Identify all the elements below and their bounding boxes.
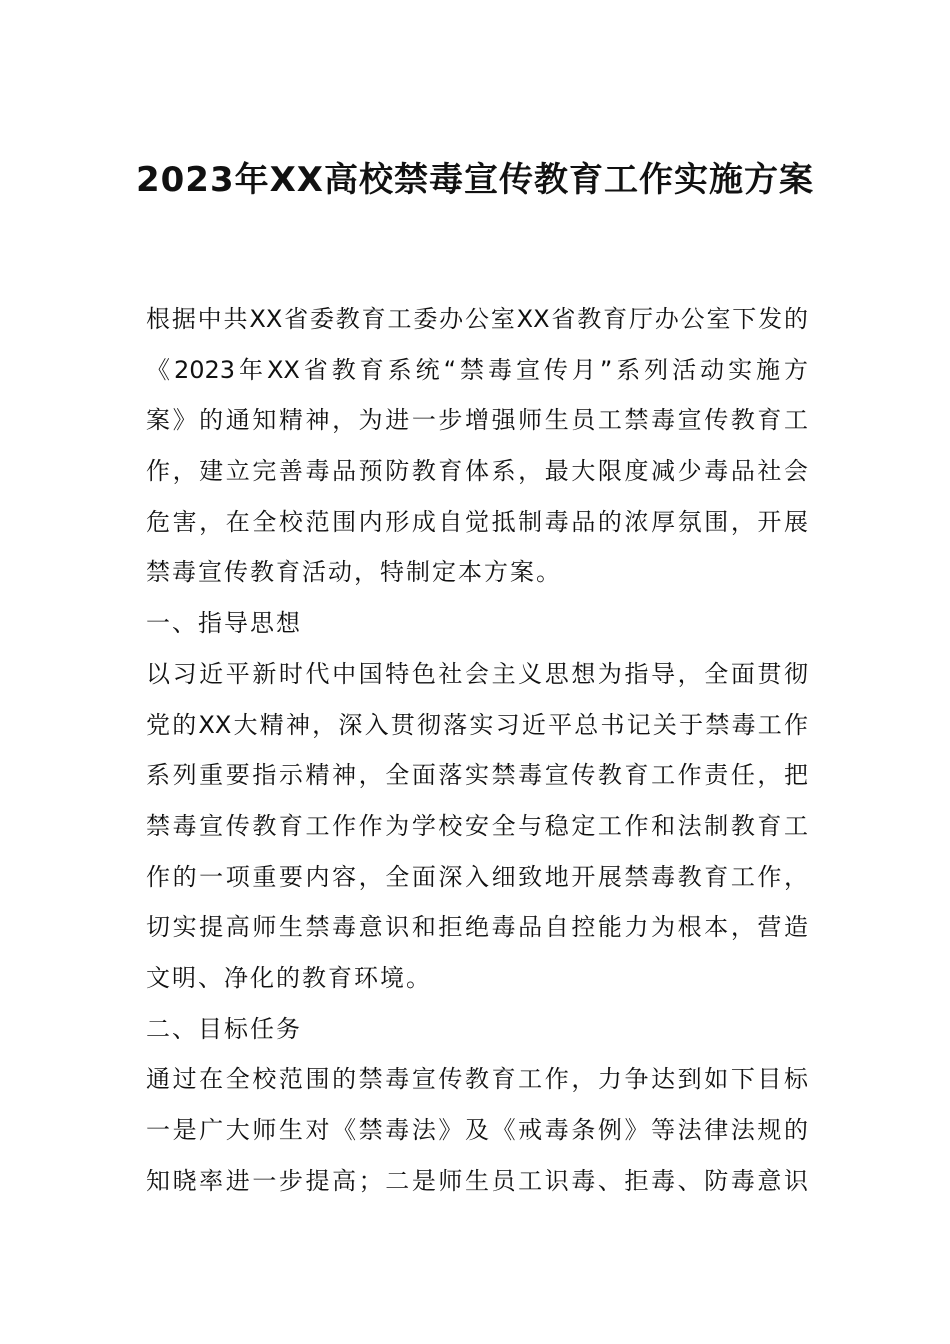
text-line: 作，建立完善毒品预防教育体系，最大限度减少毒品社会 — [146, 457, 808, 486]
text-line: 危害，在全校范围内形成自觉抵制毒品的浓厚氛围，开展 — [146, 507, 808, 536]
text-line: 一、指导思想 — [146, 609, 302, 638]
text-line: 党的XX大精神，深入贯彻落实习近平总书记关于禁毒工作 — [146, 710, 808, 739]
text-line: 《2023年XX省教育系统“禁毒宣传月”系列活动实施方 — [146, 355, 808, 384]
text-line: 以习近平新时代中国特色社会主义思想为指导，全面贯彻 — [146, 659, 808, 688]
text-line: 通过在全校范围的禁毒宣传教育工作，力争达到如下目标 — [146, 1065, 808, 1094]
text-line: 作的一项重要内容，全面深入细致地开展禁毒教育工作， — [146, 862, 808, 891]
document-title: 2023年XX高校禁毒宣传教育工作实施方案 — [135, 160, 815, 200]
document-body — [146, 294, 808, 1206]
text-line: 禁毒宣传教育活动，特制定本方案。 — [146, 558, 562, 587]
text-line: 二、目标任务 — [146, 1014, 302, 1043]
text-line: 一是广大师生对《禁毒法》及《戒毒条例》等法律法规的 — [146, 1116, 808, 1144]
text-line: 文明、净化的教育环境。 — [146, 963, 432, 992]
text-line: 系列重要指示精神，全面落实禁毒宣传教育工作责任，把 — [146, 761, 808, 790]
text-line: 禁毒宣传教育工作作为学校安全与稳定工作和法制教育工 — [146, 811, 808, 840]
text-line: 知晓率进一步提高；二是师生员工识毒、拒毒、防毒意识 — [146, 1166, 808, 1195]
text-line: 根据中共XX省委教育工委办公室XX省教育厅办公室下发的 — [146, 305, 808, 333]
text-line: 切实提高师生禁毒意识和拒绝毒品自控能力为根本，营造 — [146, 913, 808, 942]
text-line: 案》的通知精神，为进一步增强师生员工禁毒宣传教育工 — [146, 406, 808, 435]
